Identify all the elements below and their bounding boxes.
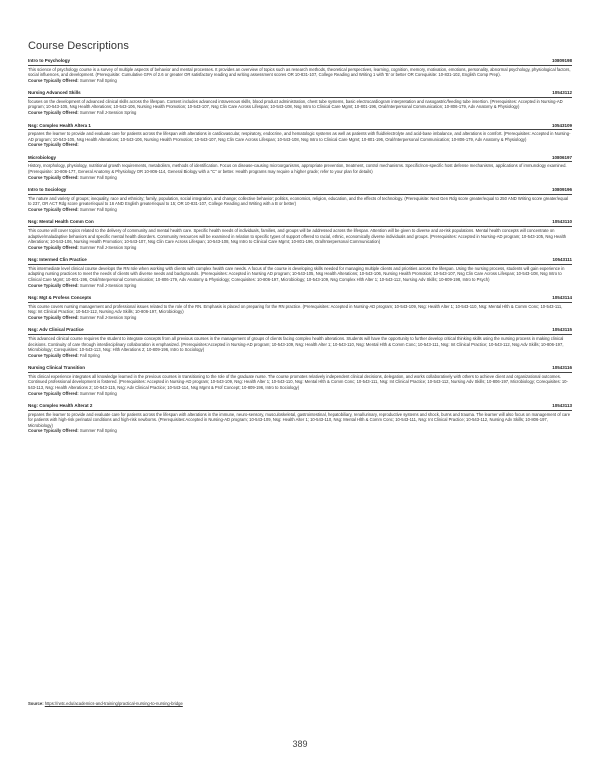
course-code: 10543110 (552, 219, 572, 225)
course-code: 10543113 (552, 403, 572, 409)
course-offered-value: Summer Fall J-Session Spring (79, 109, 137, 115)
course-offered (28, 391, 572, 397)
course-offered-label: Course Typically Offered: (28, 174, 79, 180)
course-code: 10543115 (552, 327, 572, 333)
course-description: History, morphology, physiology, nutritional growth requirements, metabolism, methods of identification. Focus on disease-causing microorganisms, appropriate prevention, treatment, control mechanisms. Specific/non-specific host defense mechanisms, applications of immunology examined. (Prerequisite: 10-806-177, General Anatomy & Physiology OR 10-806-114, General Biology with a "C" or better. Health programs may require a higher grade; refer to your plan for details) (28, 163, 567, 174)
course-code: 10543111 (552, 257, 572, 263)
course-header (28, 257, 572, 265)
course-offered-value: Fall Spring (79, 352, 100, 358)
course-code: 10809196 (551, 187, 572, 193)
course-offered-label: Course Typically Offered: (28, 282, 79, 288)
course-offered-value: Summer Fall Spring (79, 390, 117, 396)
page-number: 389 (292, 739, 308, 749)
course-header (28, 58, 572, 66)
course-description: This advanced clinical course requires the student to integrate concepts from all previous courses in the management of groups of clients facing complex health alterations. Students will have the opportunity to further develop critical thinking skills using the nursing process in making clinical decisions. Continuity of care through interdisciplinary collaboration is emphasized. (Prerequisites:Accepted in Nursing-AD program; 10-543-109, Nsg: Health Alter 1; 10-543-110, Nsg: Mental Hlth & Comm Conc; 10-543-111, Nsg: Int Clinical Practice; 10-543-112, Nsg Adv Skills; 10-806-197, Microbiology; Corequisites: 10-543-113, Nsg: Hlth Alterations 2; 10-809-196, Intro to Sociology) (28, 335, 564, 353)
course-header (28, 187, 572, 195)
course-offered-value: Summer Fall J-Session Spring (79, 244, 137, 250)
course-header (28, 123, 572, 131)
course-description: This course will cover topics related to the delivery of community and mental health care. Specific health needs of individuals, families, and groups will be addressed across the lifespan. Attention will be given to diverse and at-risk populations. Mental health concepts will concentrate on adaptive/maladaptive behaviors and specific mental health disorders. Community resources will be examined in relation to specific types of support offered to racial, ethnic, economically diverse individuals and groups. (Prerequisites: Accepted in Nursing-AD program; 10-543-105, Nsg Health Alterations; 10-543-106, Nursing Health Promotion; 10-543-107, Nsg Clin Care Across Lifespan; 10-543-108, Nsg Intro to Clinical Care Mgmt; 10-801-196, Oral/Interpersonal Communication) (28, 227, 567, 245)
course-offered-value: Summer Fall J-Session Spring (79, 314, 137, 320)
course-name: Intro to Psychology (28, 58, 71, 63)
course-offered-label: Course Typically Offered: (28, 244, 79, 250)
course-offered-label: Course Typically Offered: (28, 390, 79, 396)
course-header (28, 403, 572, 411)
course-offered-value: Summer Fall Spring (79, 174, 117, 180)
course-entry (28, 123, 572, 148)
course-offered (28, 245, 572, 251)
course-offered-label: Course Typically Offered: (28, 77, 79, 83)
source-line (28, 701, 183, 706)
course-entry (28, 90, 572, 115)
course-offered-value: Summer Fall J-Session Spring (79, 282, 137, 288)
course-name: Nsg: Intermed Clin Practice (28, 257, 87, 263)
course-header (28, 90, 572, 98)
course-description: The nature and variety of groups; inequality, race and ethnicity; family, population, social integration, and change; collective behavior; politics, economics, religion, education, and the effects of technology. (Prerequisite: Next Gen Rdg score greater/equal to 250 AND Writing score greater/equal to 237, OR ACT Rdg score greater/equal to 16 AND English greater/equal to 15; OR 10-831-107, College Reading and Writing with a B or better) (28, 195, 569, 207)
course-code: 10809198 (551, 58, 572, 63)
course-description: This intermediate level clinical course develops the RN role when working with clients with complex health care needs. A focus of the course is developing skills needed for managing multiple clients and priorities across the lifespan. Using the nursing process, students will gain experience in adapting nursing practices to meet the needs of clients with diverse needs and backgrounds. (Prerequisites: Accepted in Nursing AD program; 10-543-105, Nsg Health Alterations; 10-543-106, Nursing Health Promotion; 10-543-107, Nsg Clin Care Across Lifespan; 10-543-108, Nsg Intro to Clinical Care Mgmt; 10-801-196, Oral/Interpersonal Communication; 10-806-179, Adv Anatomy & Physiology; Corequisites: 10-806-197, Microbiology; 10-543-109, Nsg Complex Hlth Alter 1; 10-543-112, Nursing Adv Skills; 10-809-198, Intro to Psych) (28, 265, 565, 282)
course-header (28, 295, 572, 303)
course-offered (28, 428, 572, 434)
course-offered-label: Course Typically Offered: (28, 428, 79, 434)
course-offered (28, 175, 572, 181)
course-code: 10543109 (551, 122, 572, 128)
course-name: Nursing Clinical Transition (28, 365, 86, 371)
course-offered-label: Course Typically Offered: (28, 142, 79, 148)
course-entry (28, 403, 572, 434)
course-offered (28, 353, 572, 359)
course-name: Nsg: Mental Health Comm Con (28, 219, 94, 225)
course-offered (28, 142, 572, 148)
course-entry (28, 295, 572, 320)
course-code: 10543116 (552, 365, 572, 371)
course-name: Intro to Sociology (28, 187, 67, 193)
course-header (28, 155, 572, 163)
course-name: Nsg: Complex Health Alterat 2 (28, 403, 93, 409)
course-description: prepares the learner to provide and evaluate care for patients across the lifespan with alterations in the immune, neuro-sensory, musculoskeletal, gastrointestinal, hepatobiliary, renal/urinary, reproductive systems and shock, burns and trauma. The learner will also focus on management of care for patients with high-risk perinatal conditions and high-risk newborns. (Prerequisites:Accepted in Nursing-AD program; 10-543-109, Nsg: Health Alter 1; 10-543-110, Nsg: Mental Hlth & Comm Conc; 10-543-111, Nsg: Int Clinical Practice; 10-543-112, Nursing Adv Skills; 10-806-197, Microbiology) (28, 411, 571, 428)
course-list (28, 58, 572, 441)
course-offered (28, 78, 572, 84)
course-entry (28, 187, 572, 212)
course-offered-label: Course Typically Offered: (28, 109, 79, 115)
source-link[interactable]: https://rwtc.edu/academics-and-training/practical-nursing-to-nursing-bridge (44, 701, 183, 706)
course-description: This science of psychology course is a survey of multiple aspects of behavior and mental processes. It provides an overview of topics such as research methods, theoretical perspectives, learning, cognition, memory, motivation, emotions, personality, abnormal psychology, physiological factors, social influences, and development. (Prerequisite: Cumulative GPA of 2.6 or greater OR satisfactory reading and writing assessment scores OR 10-831-107, College Reading and Writing 1 with 'B' or better OR Corequisite: 10-831-102, English Comp Prep). (28, 66, 571, 78)
course-offered (28, 315, 572, 321)
course-entry (28, 365, 572, 396)
course-offered-label: Course Typically Offered: (28, 352, 79, 358)
course-entry (28, 58, 572, 83)
course-offered-value: Summer Fall Spring (79, 77, 117, 83)
page-title: Course Descriptions (28, 40, 129, 52)
course-entry (28, 219, 572, 250)
course-description: focuses on the development of advanced clinical skills across the lifespan. Content includes advanced intravenous skills, blood product administration, chest tube systems, basic electrocardiogram interpretation and nasogastric/feeding tube insertion. (Prerequisites: Accepted in Nursing-AD program; 10-543-105, Nsg Health Alterations; 10-543-106, Nursing Health Promotion; 10-543-107, Nsg Clin Care Across Lifespan; 10-543-108, Nsg Intro to Clinical Care Mgmt; 10-801-196, Oral/Interpersonal Communication; 10-806-179, Adv Anatomy & Physiology) (28, 98, 563, 110)
course-description: prepares the learner to provide and evaluate care for patients across the lifespan with alterations in cardiovascular, respiratory, endocrine, and hematologic systems as well as patients with fluid/electrolyte and acid-base imbalance, and alterations in comfort. (Prerequisites: Accepted in Nursing-AD program; 10-543-105, Nsg Health Alterations; 10-543-106, Nursing Health Promotion; 10-543-107, Nsg Clin Care Across Lifespan; 10-543-108, Nsg Intro to Clinical Care Mgmt; 10-801-196, Oral/Interpersonal Communication; 10-806-179, Adv Anatomy & Physiology) (28, 131, 571, 142)
course-name: Nursing Advanced Skills (28, 90, 81, 96)
course-header (28, 327, 572, 335)
course-header (28, 365, 572, 373)
course-entry (28, 257, 572, 288)
course-offered-value: Summer Fall Spring (79, 428, 117, 434)
course-offered-label: Course Typically Offered: (28, 314, 79, 320)
course-code: 10543112 (552, 90, 572, 96)
course-offered (28, 283, 572, 289)
course-code: 10806197 (551, 154, 572, 160)
course-name: Nsg: Complex Health Altera 1 (28, 122, 91, 128)
course-offered-value: Summer Fall Spring (79, 206, 117, 212)
course-offered (28, 207, 572, 213)
course-name: Microbiology (28, 154, 56, 160)
course-entry (28, 155, 572, 180)
course-name: Nsg: Mgt & Profess Concepts (28, 295, 92, 301)
course-description: This course covers nursing management and professional issues related to the role of the RN. Emphasis is placed on preparing for the RN practice. (Prerequisites: Accepted in Nursing-AD program; 10-543-109, Nsg: Health Alter 1; 10-543-110, Nsg: Mental Hlth & Comm Conc; 10-543-111, Nsg: Int Clinical Practice; 10-543-112, Nursing Adv Skills; 10-806-197, Microbiology) (28, 303, 563, 315)
course-name: Nsg: Adv Clinical Practice (28, 327, 84, 333)
course-header (28, 219, 572, 227)
course-offered-label: Course Typically Offered: (28, 206, 79, 212)
course-entry (28, 327, 572, 358)
course-code: 10543114 (552, 295, 572, 301)
course-description: This clinical experience integrates all knowledge learned in the previous courses in transitioning to the role of the graduate nurse. The course promotes relatively independent clinical decisions, delegation, and works collaboratively with others to achieve client and organizational outcomes. Continued professional development is fostered. (Prerequisites: Accepted in Nursing-AD program; 10-543-109, Nsg: Health Alter 1; 10-543-110, Nsg: Mental Hlth & Comm Conc; 10-543-111, Nsg: Int Clinical Practice; 10-543-112, Nursing Adv Skills; 10-806-197, Microbiology; Corequisites: 10-543-113, Nsg: Health Alterations 2; 10-543-115, Nsg: Adv Clinical Practice; 10-543-114, Nsg Mgmt & Prof Concept; 10-809-196, Intro to Sociology) (28, 373, 568, 390)
course-offered (28, 110, 572, 116)
source-label: Source: (28, 701, 44, 706)
